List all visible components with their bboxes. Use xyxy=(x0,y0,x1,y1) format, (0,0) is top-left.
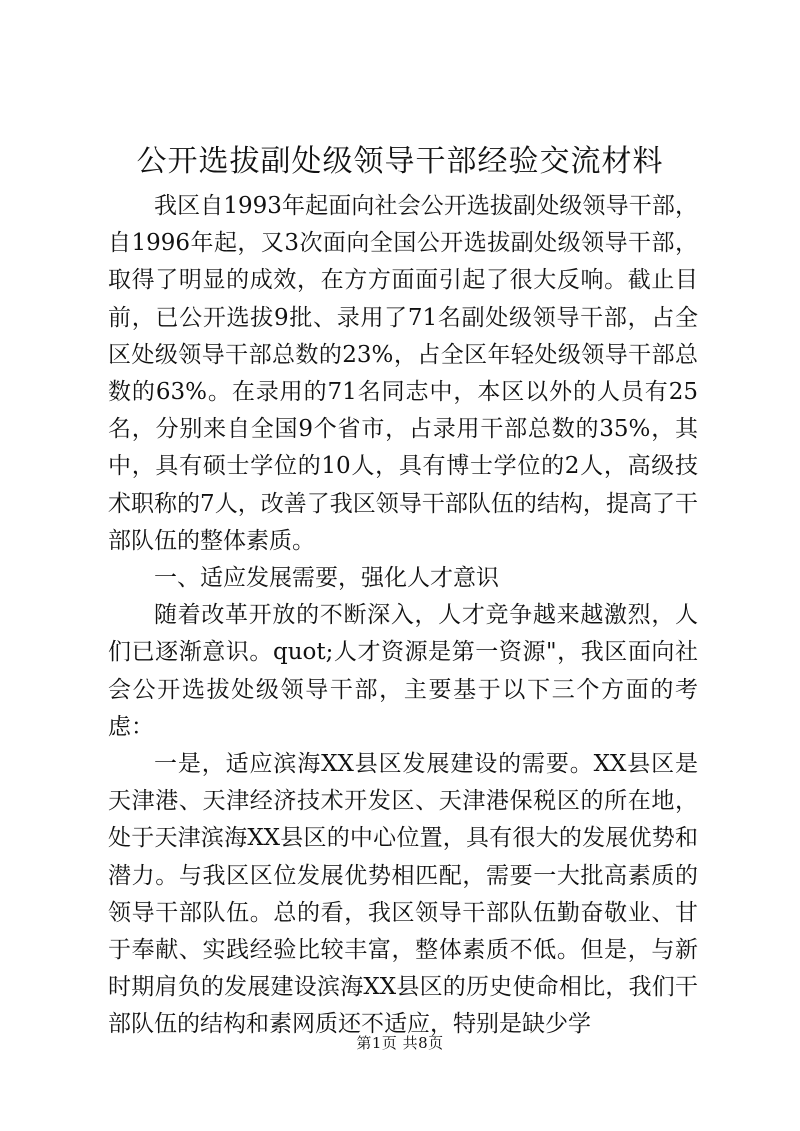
section-heading: 一、适应发展需要，强化人才意识 xyxy=(154,565,499,592)
body-paragraph: 随着改革开放的不断深入，人才竞争越来越激烈，人们已逐渐意识。quot;人才资源是第一资源"，我区面向社会公开选拔处级领导干部，主要基于以下三个方面的考虑： xyxy=(108,602,698,740)
body-paragraph: 一是，适应滨海XX县区发展建设的需要。XX县区是天津港、天津经济技术开发区、天津港保税区的所在地，处于天津滨海XX县区的中心位置，具有很大的发展优势和潜力。与我区区位发展优势相匹配，需要一大批高素质的领导干部队伍。总的看，我区领导干部队伍勤奋敬业、甘于奉献、实践经验比较丰富，整体素质不低。但是，与新时期肩负的发展建设滨海XX县区的历史使命相比，我们干部队伍的结构和素网质还不适应，特别是缺少学 xyxy=(108,751,698,1038)
page-number: 第1页 共8页 xyxy=(356,1034,444,1052)
document-body xyxy=(108,188,698,1044)
intro-paragraph: 我区自1993年起面向社会公开选拔副处级领导干部，自1996年起，又3次面向全国公开选拔副处级领导干部，取得了明显的成效，在方方面面引起了很大反响。截止目前，已公开选拔9批、录用了71名副处级领导干部，占全区处级领导干部总数的23%，占全区年轻处级领导干部总数的63%。在录用的71名同志中，本区以外的人员有25名，分别来自全国9个省市，占录用干部总数的35%，其中，具有硕士学位的10人，具有博士学位的2人，高级技术职称的7人，改善了我区领导干部队伍的结构，提高了干部队伍的整体素质。 xyxy=(108,193,698,554)
document-title: 公开选拔副处级领导干部经验交流材料 xyxy=(136,144,664,179)
